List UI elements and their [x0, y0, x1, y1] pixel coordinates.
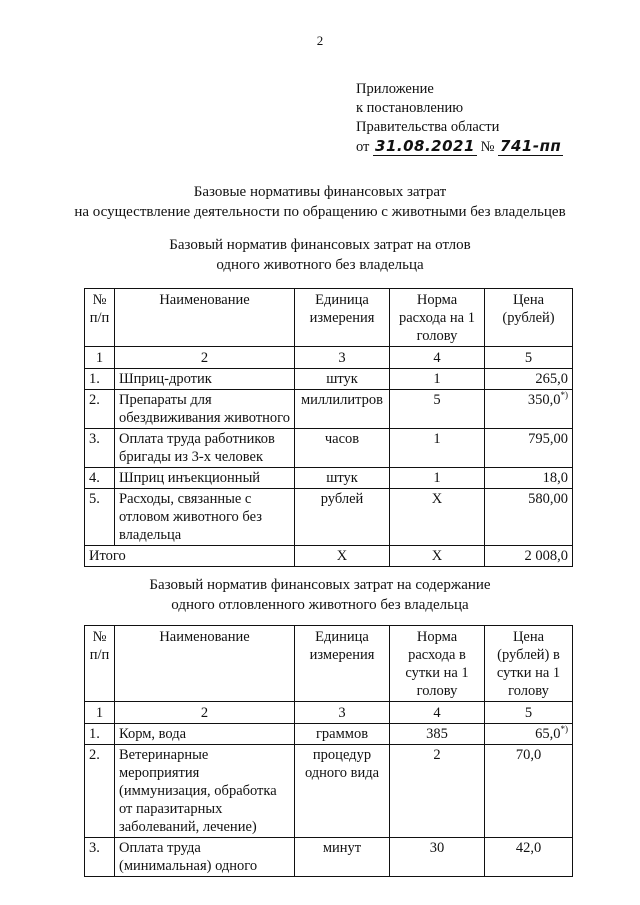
row-norm: Х [390, 489, 485, 546]
row-num: 1. [85, 369, 115, 390]
handwritten-date: 31.08.2021 [375, 137, 475, 155]
column-number-row [85, 347, 573, 369]
footnote-mark: *) [560, 724, 568, 735]
row-unit: миллилитров [295, 390, 390, 429]
col-num-3: 3 [295, 347, 390, 369]
price-value: 795,00 [528, 431, 568, 447]
row-price [485, 429, 573, 468]
header-num: № п/п [85, 626, 115, 702]
row-unit: рублей [295, 489, 390, 546]
total-norm: Х [390, 546, 485, 567]
col-num-1: 1 [85, 347, 115, 369]
total-row [85, 546, 573, 567]
row-name: Корм, вода [115, 724, 295, 745]
row-num: 3. [85, 838, 115, 877]
price-value: 350,0 [527, 392, 561, 408]
row-price [485, 724, 573, 745]
row-name: Ветеринарные мероприятия (иммунизация, обработка от паразитарных заболеваний, лечение) [115, 745, 295, 838]
header-name: Наименование [115, 626, 295, 702]
row-norm: 1 [390, 429, 485, 468]
number-label: № [480, 139, 495, 155]
row-norm: 1 [390, 468, 485, 489]
row-price [485, 838, 573, 877]
table2-title [0, 575, 640, 615]
header-unit: Единица измерения [295, 626, 390, 702]
main-title-line-2: на осуществление деятельности по обращению с животными без владельцев [74, 204, 566, 220]
col-num-2: 2 [115, 702, 295, 724]
row-name: Препараты для обездвиживания животного [115, 390, 295, 429]
row-num: 1. [85, 724, 115, 745]
table-row [85, 489, 573, 546]
row-unit: минут [295, 838, 390, 877]
col-num-4: 4 [390, 702, 485, 724]
header-unit: Единица измерения [295, 289, 390, 347]
column-number-row [85, 702, 573, 724]
header-norm: Норма расхода на 1 голову [390, 289, 485, 347]
row-norm: 385 [390, 724, 485, 745]
row-unit: штук [295, 369, 390, 390]
table1-title-line-2: одного животного без владельца [216, 257, 424, 273]
row-name: Оплата труда работников бригады из 3-х человек [115, 429, 295, 468]
footnote-mark: *) [560, 390, 568, 401]
row-norm: 30 [390, 838, 485, 877]
handwritten-number: 741-пп [500, 137, 562, 155]
table-header-row [85, 289, 573, 347]
col-num-1: 1 [85, 702, 115, 724]
price-value: 265,0 [535, 371, 568, 387]
header-name: Наименование [115, 289, 295, 347]
header-num: № п/п [85, 289, 115, 347]
table-row [85, 838, 573, 877]
row-unit: часов [295, 429, 390, 468]
row-price [485, 745, 573, 838]
price-value: 42,0 [515, 840, 542, 856]
page-number: 2 [316, 33, 324, 48]
appendix-date-line [356, 137, 563, 157]
table-row [85, 745, 573, 838]
table2-title-line-2: одного отловленного животного без владельца [171, 597, 469, 613]
table-header-row [85, 626, 573, 702]
total-label: Итого [85, 546, 295, 567]
row-price [485, 489, 573, 546]
from-label: от [356, 139, 370, 155]
row-price [485, 390, 573, 429]
row-unit: процедур одного вида [295, 745, 390, 838]
appendix-block [356, 80, 563, 157]
row-num: 2. [85, 390, 115, 429]
row-price [485, 468, 573, 489]
appendix-line-1: Приложение [356, 81, 434, 97]
row-num: 2. [85, 745, 115, 838]
row-norm: 5 [390, 390, 485, 429]
table-row [85, 390, 573, 429]
header-price: Цена (рублей) в сутки на 1 голову [485, 626, 573, 702]
total-price: 2 008,0 [485, 546, 573, 567]
row-unit: граммов [295, 724, 390, 745]
table1-title-line-1: Базовый норматив финансовых затрат на отлов [169, 237, 471, 253]
col-num-5: 5 [485, 347, 573, 369]
row-num: 4. [85, 468, 115, 489]
table-row [85, 369, 573, 390]
total-unit: Х [295, 546, 390, 567]
table-row [85, 724, 573, 745]
row-num: 3. [85, 429, 115, 468]
price-value: 580,00 [528, 491, 568, 507]
table-row [85, 468, 573, 489]
table-row [85, 429, 573, 468]
row-name: Оплата труда (минимальная) одного [115, 838, 295, 877]
row-price [485, 369, 573, 390]
table1-title [0, 235, 640, 275]
price-value: 65,0 [535, 726, 561, 742]
table2-title-line-1: Базовый норматив финансовых затрат на содержание [149, 577, 491, 593]
table-capture-costs [84, 288, 573, 567]
main-title [0, 182, 640, 222]
row-num: 5. [85, 489, 115, 546]
row-norm: 1 [390, 369, 485, 390]
row-unit: штук [295, 468, 390, 489]
row-norm: 2 [390, 745, 485, 838]
row-name: Шприц-дротик [115, 369, 295, 390]
table-maintenance-costs [84, 625, 573, 877]
col-num-4: 4 [390, 347, 485, 369]
appendix-line-3: Правительства области [356, 119, 500, 135]
price-value: 18,0 [542, 470, 568, 486]
main-title-line-1: Базовые нормативы финансовых затрат [193, 184, 447, 200]
price-value: 70,0 [515, 747, 542, 763]
row-name: Расходы, связанные с отловом животного без владельца [115, 489, 295, 546]
header-norm: Норма расхода в сутки на 1 голову [390, 626, 485, 702]
col-num-2: 2 [115, 347, 295, 369]
col-num-5: 5 [485, 702, 573, 724]
col-num-3: 3 [295, 702, 390, 724]
appendix-line-2: к постановлению [356, 100, 464, 116]
header-price: Цена (рублей) [485, 289, 573, 347]
row-name: Шприц инъекционный [115, 468, 295, 489]
